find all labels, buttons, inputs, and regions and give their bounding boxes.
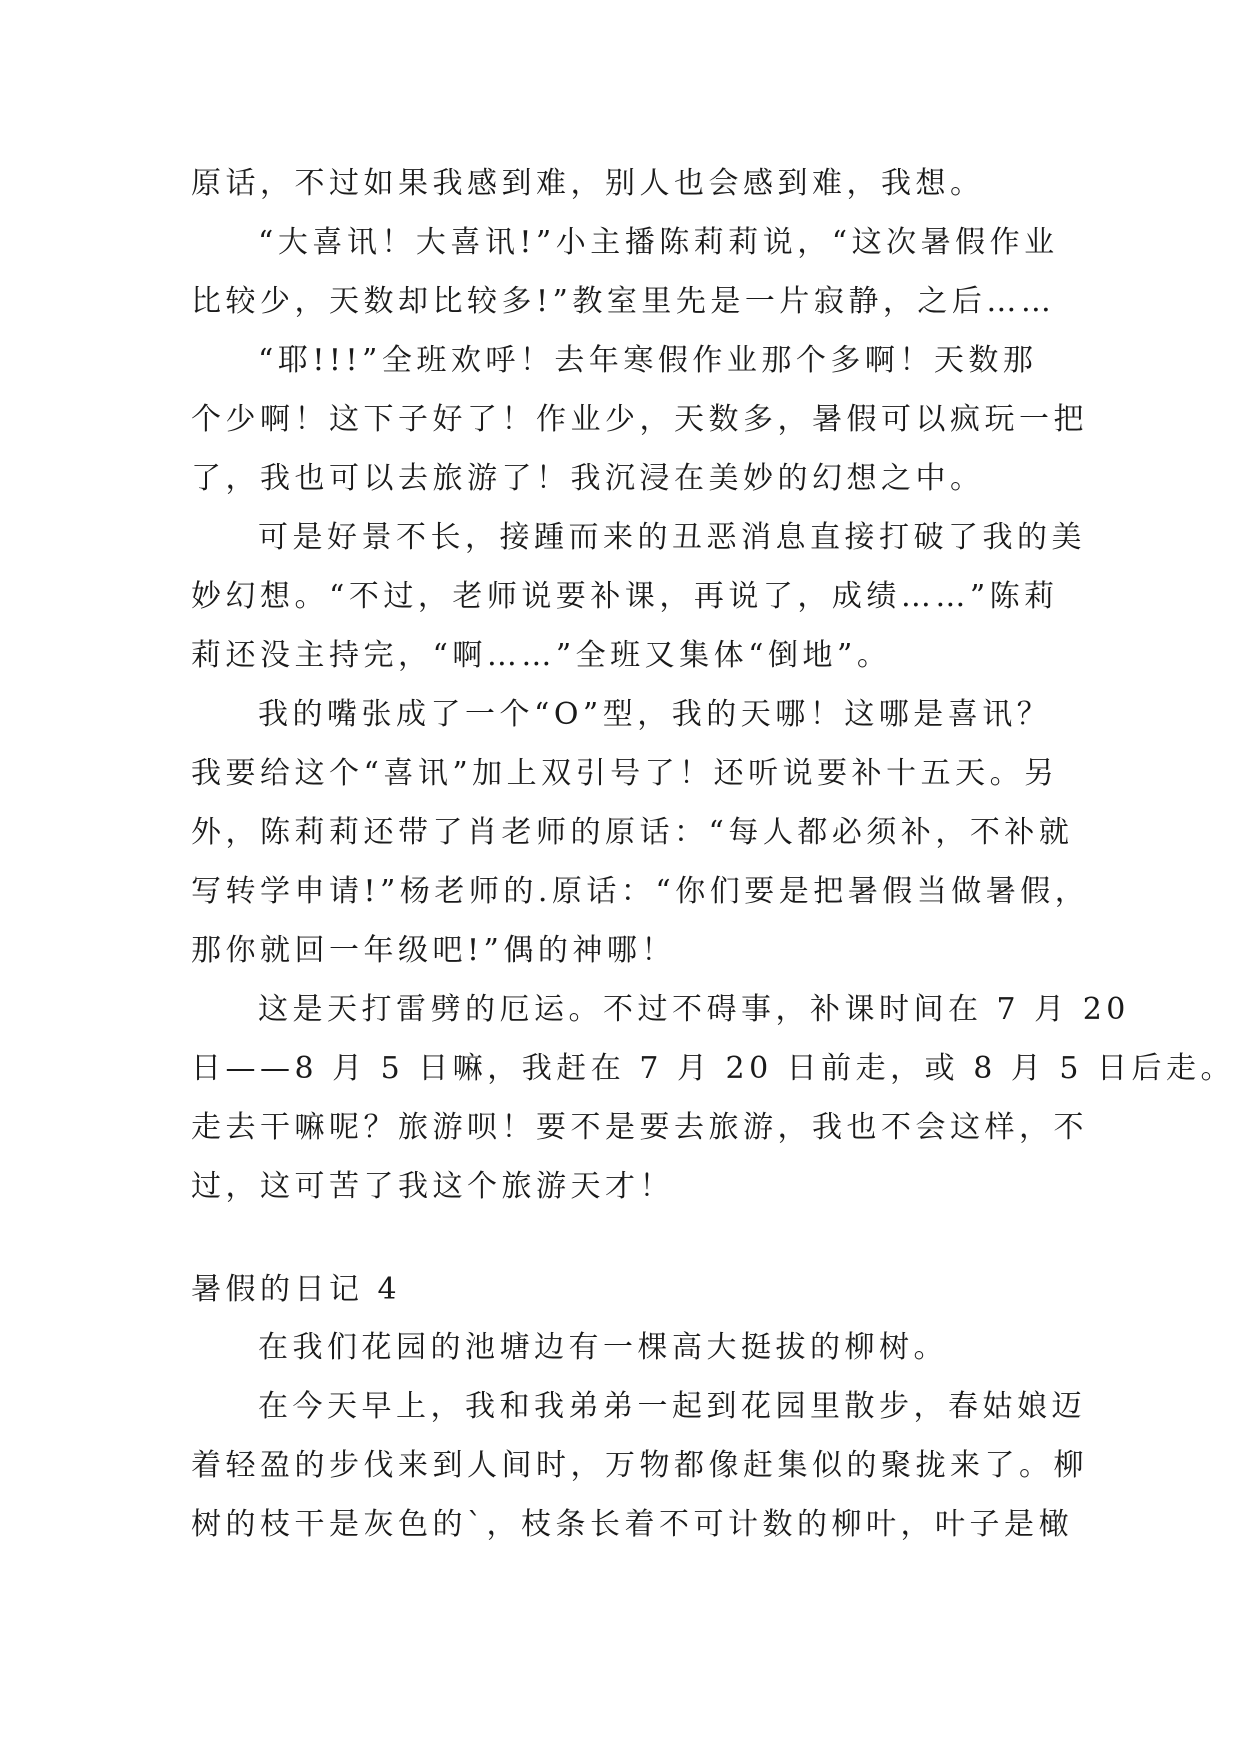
text-line: 可是好景不长，接踵而来的丑恶消息直接打破了我的美	[258, 520, 1086, 555]
text-line: 个少啊！这下子好了！作业少，天数多，暑假可以疯玩一把	[191, 402, 1088, 437]
text-line: 走去干嘛呢？旅游呗！要不是要去旅游，我也不会这样，不	[191, 1110, 1088, 1145]
text-line: 莉还没主持完，“啊……”全班又集体“倒地”。	[191, 638, 892, 673]
text-line: “大喜讯！大喜讯!”小主播陈莉莉说，“这次暑假作业	[258, 225, 1059, 260]
text-line: 那你就回一年级吧!”偶的神哪！	[191, 933, 676, 968]
text-line: “耶!!!”全班欢呼！去年寒假作业那个多啊！天数那	[258, 343, 1038, 378]
text-line: 在我们花园的池塘边有一棵高大挺拔的柳树。	[258, 1330, 948, 1365]
text-line: 树的枝干是灰色的`，枝条长着不可计数的柳叶，叶子是橄	[191, 1507, 1073, 1542]
text-line: 在今天早上，我和我弟弟一起到花园里散步，春姑娘迈	[258, 1389, 1086, 1424]
text-line: 过，这可苦了我这个旅游天才！	[191, 1169, 674, 1204]
section-title: 暑假的日记 4	[191, 1272, 402, 1307]
text-line: 妙幻想。“不过，老师说要补课，再说了，成绩……”陈莉	[191, 579, 1059, 614]
text-line: 日——8 月 5 日嘛，我赶在 7 月 20 日前走，或 8 月 5 日后走。	[191, 1051, 1236, 1086]
text-line: 了，我也可以去旅游了！我沉浸在美妙的幻想之中。	[191, 461, 985, 496]
text-line: 这是天打雷劈的厄运。不过不碍事，补课时间在 7 月 20	[258, 992, 1130, 1027]
text-line: 写转学申请!”杨老师的.原话：“你们要是把暑假当做暑假，	[191, 874, 1090, 909]
text-line: 原话，不过如果我感到难，别人也会感到难，我想。	[191, 166, 985, 201]
text-line: 我的嘴张成了一个“O”型，我的天哪！这哪是喜讯？	[258, 697, 1052, 732]
text-line: 着轻盈的步伐来到人间时，万物都像赶集似的聚拢来了。柳	[191, 1448, 1088, 1483]
text-line: 比较少，天数却比较多!”教室里先是一片寂静，之后……	[191, 284, 1056, 319]
text-line: 外，陈莉莉还带了肖老师的原话：“每人都必须补，不补就	[191, 815, 1074, 850]
text-line: 我要给这个“喜讯”加上双引号了！还听说要补十五天。另	[191, 756, 1059, 791]
